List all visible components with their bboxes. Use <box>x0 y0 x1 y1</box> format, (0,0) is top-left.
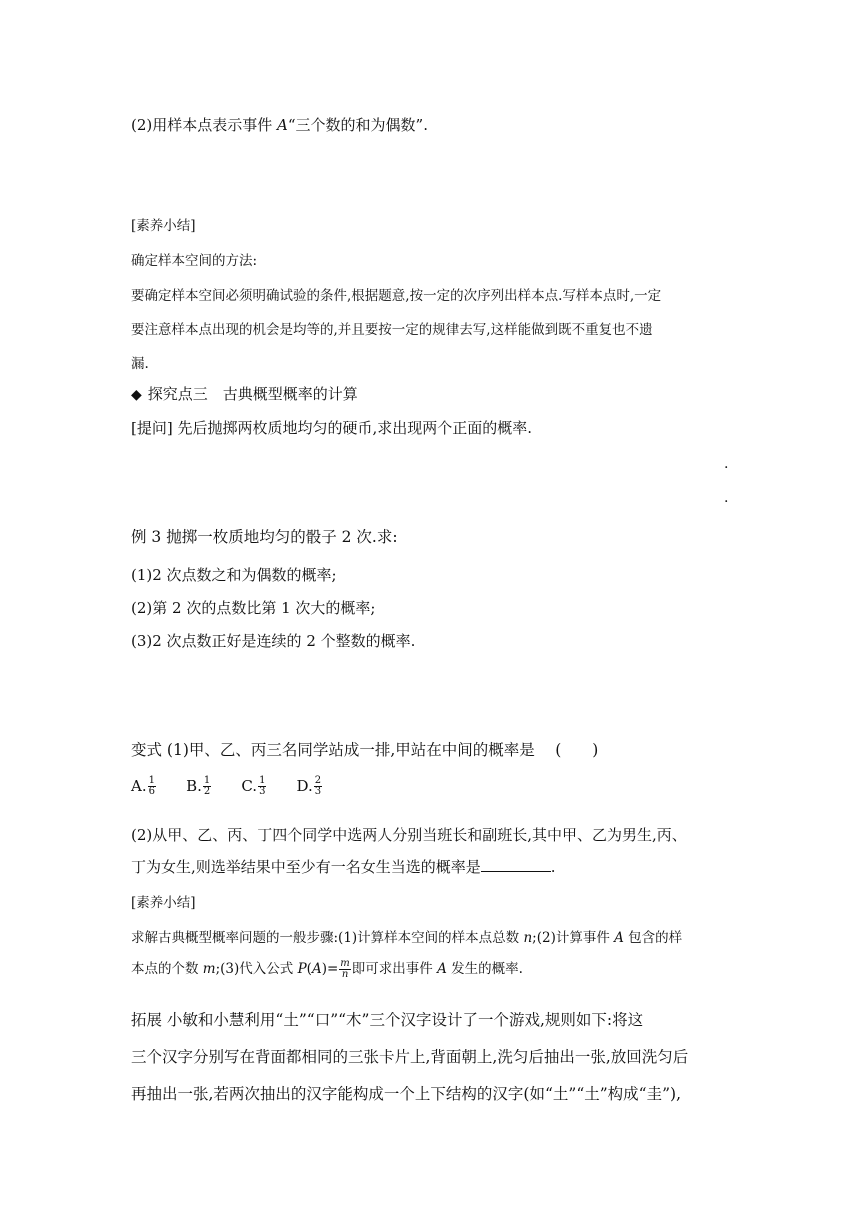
variant-q1: 变式 (1)甲、乙、丙三名同学站成一排,甲站在中间的概率是 ( ) <box>131 741 599 759</box>
dot-mark: . <box>724 490 729 506</box>
fraction: $\frac{1}{3}$ <box>259 775 266 797</box>
part2-prefix: (2)用样本点表示事件 <box>131 116 278 134</box>
example-item: (2)第 2 次的点数比第 1 次大的概率; <box>131 599 376 617</box>
question: [提问] 先后抛掷两枚质地均匀的硬币,求出现两个正面的概率. <box>131 419 533 437</box>
summary-title: 确定样本空间的方法: <box>131 253 258 269</box>
example-title: 例 3 抛掷一枚质地均匀的骰子 2 次.求: <box>131 528 398 546</box>
section-title: 探究点三 古典概型概率的计算 <box>147 385 358 403</box>
extension-line: 三个汉字分别写在背面都相同的三张卡片上,背面朝上,洗匀后抽出一张,放回洗匀后 <box>131 1048 689 1066</box>
summary-tag: [素养小结] <box>131 895 196 911</box>
formula-fraction: $\frac{m}{n}$ <box>340 958 350 980</box>
part2-suffix: “三个数的和为偶数”. <box>287 116 428 134</box>
summary2-line1: 求解古典概型概率问题的一般步骤:(1)计算样本空间的样本点总数 n;(2)计算事件 A 包含的样 <box>131 930 683 946</box>
answer-blank[interactable] <box>481 857 551 872</box>
part2-line <box>131 114 428 135</box>
summary-line: 要注意样本点出现的机会是均等的,并且要按一定的规律去写,这样能做到既不重复也不遗 <box>131 322 653 338</box>
example-item: (1)2 次点数之和为偶数的概率; <box>131 566 337 584</box>
summary-line: 漏. <box>131 356 149 372</box>
option-c: C. $\frac{1}{3}$ <box>241 775 266 797</box>
fraction: $\frac{1}{2}$ <box>203 775 211 797</box>
diamond-icon: ◆ <box>131 387 142 403</box>
variant-q2-line: 丁为女生,则选举结果中至少有一名女生当选的概率是 . <box>131 858 556 876</box>
fraction: $\frac{1}{6}$ <box>148 775 155 797</box>
example-item: (3)2 次点数正好是连续的 2 个整数的概率. <box>131 632 416 650</box>
option-a: A. $\frac{1}{6}$ <box>131 775 155 797</box>
variant-q2-line: (2)从甲、乙、丙、丁四个同学中选两人分别当班长和副班长,其中甲、乙为男生,丙、 <box>131 826 687 844</box>
section-header <box>131 383 358 404</box>
summary2-line2: 本点的个数 m;(3)代入公式 P(A)= $\frac{m}{n}$ 即可求出事件 A 发生的概率. <box>131 958 523 980</box>
extension-line: 再抽出一张,若两次抽出的汉字能构成一个上下结构的汉字(如“土”“土”构成“圭”), <box>131 1085 681 1103</box>
fraction: $\frac{2}{3}$ <box>314 775 322 797</box>
summary-line: 要确定样本空间必须明确试验的条件,根据题意,按一定的次序列出样本点.写样本点时,一定 <box>131 288 662 304</box>
variant-options <box>131 776 347 797</box>
dot-mark: . <box>724 456 729 472</box>
summary-tag: [素养小结] <box>131 218 196 234</box>
extension-line: 拓展 小敏和小慧利用“土”“口”“木”三个汉字设计了一个游戏,规则如下:将这 <box>131 1011 644 1029</box>
option-d: D. $\frac{2}{3}$ <box>296 775 322 797</box>
option-b: B. $\frac{1}{2}$ <box>186 775 211 797</box>
event-a: A <box>277 116 288 134</box>
